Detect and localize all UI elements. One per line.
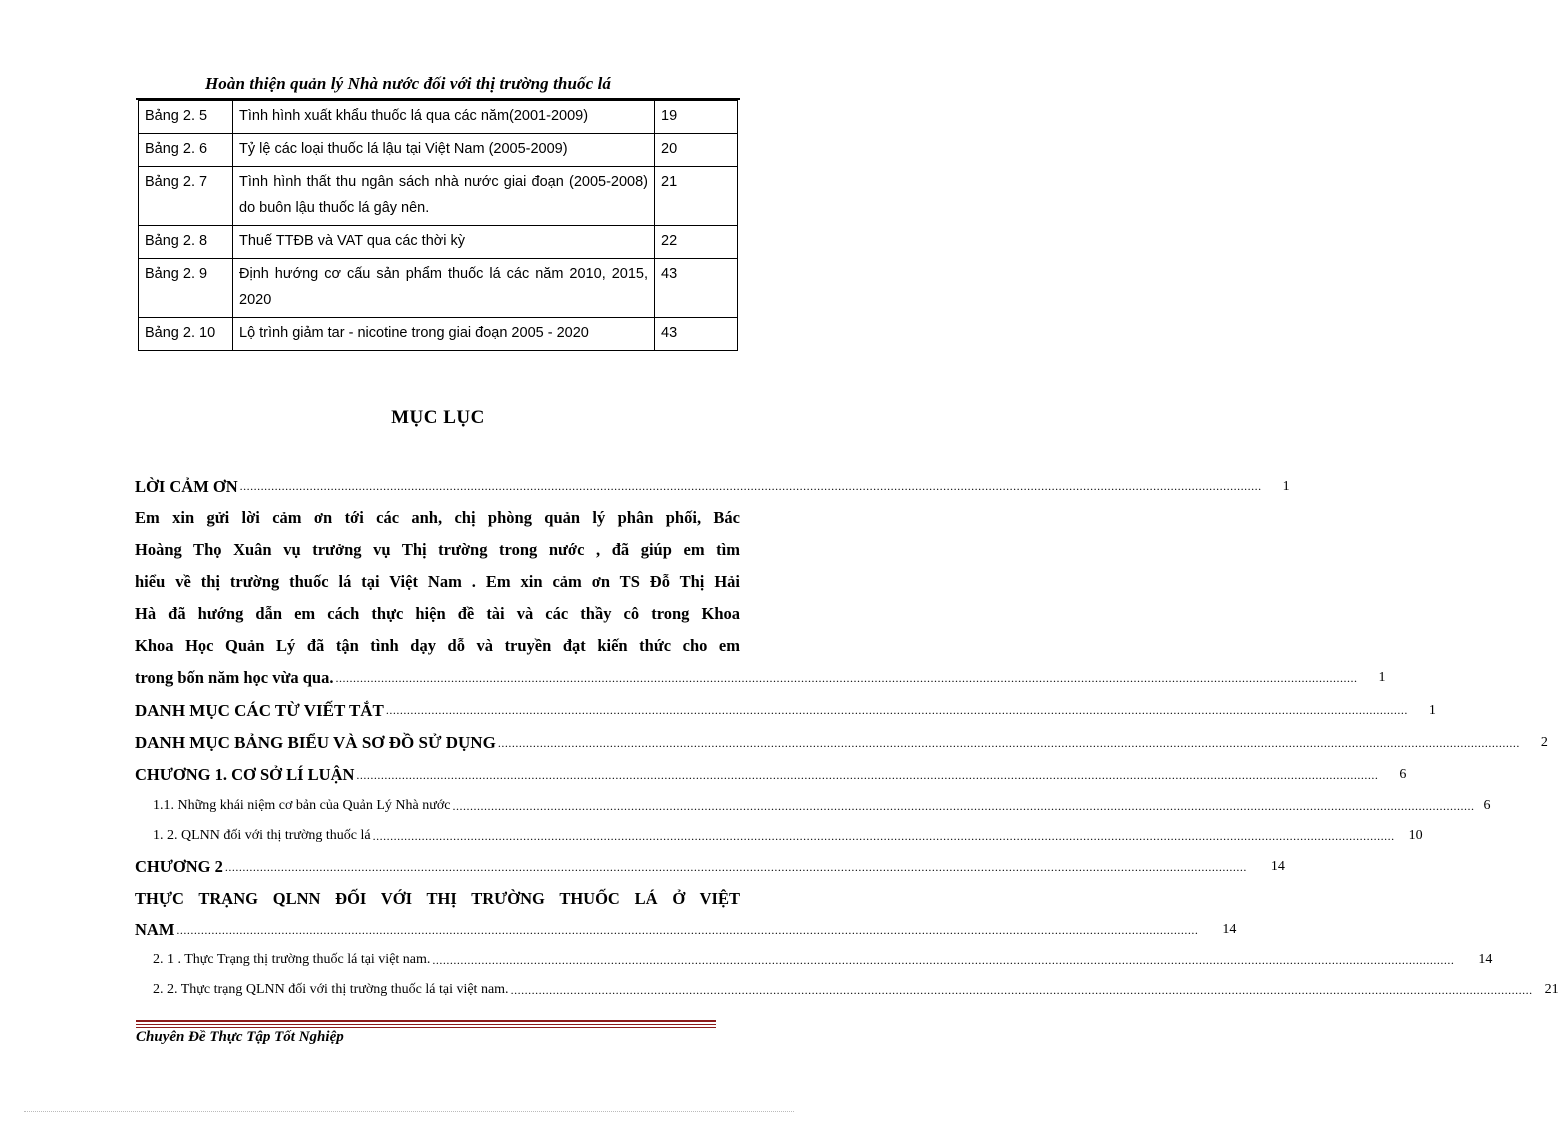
toc-leader-dots: .................................................................................................................................................................................................................................................................................................... bbox=[356, 767, 1379, 782]
table-row bbox=[139, 134, 738, 167]
table-description: Tỷ lệ các loại thuốc lá lậu tại Việt Nam (2005-2009) bbox=[233, 134, 655, 167]
toc-entry-chapter-1[interactable] bbox=[135, 759, 1407, 791]
table-row bbox=[139, 226, 738, 259]
toc-entry-page: 6 bbox=[1399, 767, 1407, 782]
table-row bbox=[139, 259, 738, 318]
toc-leader-dots: .................................................................................................................................................................................................................................................................................................... bbox=[432, 952, 1455, 967]
table-description: Thuế TTĐB và VAT qua các thời kỳ bbox=[233, 226, 655, 259]
toc-entry-page: 1 bbox=[1378, 670, 1386, 685]
table-description: Tình hình thất thu ngân sách nhà nước giai đoạn (2005-2008) do buôn lậu thuốc lá gây nên. bbox=[233, 167, 655, 226]
toc-paragraph-last-line bbox=[135, 662, 1386, 694]
table-label: Bảng 2. 9 bbox=[139, 259, 233, 318]
table-page: 19 bbox=[655, 101, 738, 134]
toc-paragraph-line: Khoa Học Quản Lý đã tận tình dạy dỗ và truyền đạt kiến thức cho em bbox=[135, 636, 740, 655]
toc-entry-page: 10 bbox=[1408, 828, 1423, 843]
page-footer-title: Chuyên Đề Thực Tập Tốt Nghiệp bbox=[136, 1029, 344, 1045]
toc-entry-thanks-paragraph[interactable] bbox=[135, 502, 1386, 694]
toc-leader-dots: .................................................................................................................................................................................................................................................................................................... bbox=[497, 735, 1520, 750]
toc-entry-section-2-2[interactable] bbox=[135, 975, 1559, 1005]
toc-entry-abbreviations[interactable] bbox=[135, 694, 1436, 727]
toc-entry-page: 14 bbox=[1222, 922, 1237, 937]
toc-entry-tables-list[interactable] bbox=[135, 727, 1548, 759]
page-bottom-border bbox=[24, 1111, 794, 1112]
toc-paragraph-line: Em xin gửi lời cảm ơn tới các anh, chị phòng quản lý phân phối, Bác bbox=[135, 508, 740, 527]
toc-entry-text: CHƯƠNG 2 bbox=[135, 857, 223, 876]
toc-entry-acknowledgements[interactable] bbox=[135, 471, 1290, 502]
table-of-contents bbox=[135, 471, 1559, 1005]
table-label: Bảng 2. 6 bbox=[139, 134, 233, 167]
toc-entry-section-2-1[interactable] bbox=[135, 945, 1493, 975]
table-label: Bảng 2. 5 bbox=[139, 101, 233, 134]
toc-entry-text: 2. 2. Thực trạng QLNN đối với thị trường thuốc lá tại việt nam. bbox=[153, 982, 509, 997]
toc-entry-page: 1 bbox=[1428, 702, 1436, 718]
table-row bbox=[139, 101, 738, 134]
toc-entry-text: THỰC TRẠNG QLNN ĐỐI VỚI THỊ TRƯỜNG THUỐC LÁ Ở VIỆT bbox=[135, 889, 740, 908]
toc-entry-text: 2. 1 . Thực Trạng thị trường thuốc lá tại việt nam. bbox=[153, 952, 431, 967]
toc-entry-section-1-2[interactable] bbox=[135, 821, 1423, 851]
toc-leader-dots: .................................................................................................................................................................................................................................................................................................... bbox=[372, 828, 1395, 843]
footer-divider bbox=[136, 1024, 716, 1025]
toc-leader-dots: .................................................................................................................................................................................................................................................................................................... bbox=[510, 982, 1533, 997]
footer-divider bbox=[136, 1027, 716, 1028]
toc-entry-chapter-2[interactable] bbox=[135, 851, 1285, 883]
table-label: Bảng 2. 7 bbox=[139, 167, 233, 226]
toc-paragraph-line: Hoàng Thọ Xuân vụ trưởng vụ Thị trường trong nước , đã giúp em tìm bbox=[135, 540, 740, 559]
toc-leader-dots: .................................................................................................................................................................................................................................................................................................... bbox=[224, 859, 1247, 874]
table-description: Định hướng cơ cấu sản phẩm thuốc lá các năm 2010, 2015, 2020 bbox=[233, 259, 655, 318]
toc-leader-dots: .................................................................................................................................................................................................................................................................................................... bbox=[452, 798, 1475, 813]
table-page: 22 bbox=[655, 226, 738, 259]
toc-entry-text: 1.1. Những khái niệm cơ bản của Quản Lý Nhà nước bbox=[153, 798, 451, 813]
toc-leader-dots: .................................................................................................................................................................................................................................................................................................... bbox=[335, 670, 1358, 685]
table-page: 43 bbox=[655, 318, 738, 351]
toc-entry-page: 6 bbox=[1483, 798, 1491, 813]
table-description: Tình hình xuất khẩu thuốc lá qua các năm(2001-2009) bbox=[233, 101, 655, 134]
table-row bbox=[139, 318, 738, 351]
toc-entry-page: 1 bbox=[1282, 478, 1290, 494]
toc-leader-dots: .................................................................................................................................................................................................................................................................................................... bbox=[176, 922, 1199, 937]
footer-divider bbox=[136, 1020, 716, 1022]
table-page: 43 bbox=[655, 259, 738, 318]
toc-entry-text: 1. 2. QLNN đối với thị trường thuốc lá bbox=[153, 828, 371, 843]
toc-entry-text: DANH MỤC BẢNG BIỂU VÀ SƠ ĐỒ SỬ DỤNG bbox=[135, 733, 496, 752]
table-label: Bảng 2. 10 bbox=[139, 318, 233, 351]
table-row bbox=[139, 167, 738, 226]
toc-entry-line bbox=[135, 915, 1237, 945]
table-description: Lộ trình giảm tar - nicotine trong giai đoạn 2005 - 2020 bbox=[233, 318, 655, 351]
toc-entry-text: LỜI CẢM ƠN bbox=[135, 476, 238, 496]
table-page: 21 bbox=[655, 167, 738, 226]
toc-entry-text: NAM bbox=[135, 920, 175, 939]
page-header-title: Hoàn thiện quản lý Nhà nước đối với thị trường thuốc lá bbox=[204, 74, 612, 93]
toc-entry-page: 21 bbox=[1544, 982, 1559, 997]
toc-entry-text: DANH MỤC CÁC TỪ VIẾT TẮT bbox=[135, 700, 384, 720]
table-label: Bảng 2. 8 bbox=[139, 226, 233, 259]
toc-paragraph-line: Hà đã hướng dẫn em cách thực hiện đề tài và các thầy cô trong Khoa bbox=[135, 604, 740, 623]
toc-entry-chapter-2-title[interactable] bbox=[135, 883, 1237, 945]
table-list bbox=[138, 100, 738, 351]
toc-entry-page: 2 bbox=[1540, 735, 1548, 750]
toc-heading: MỤC LỤC bbox=[391, 407, 485, 428]
toc-leader-dots: .................................................................................................................................................................................................................................................................................................... bbox=[385, 703, 1408, 717]
toc-entry-section-1-1[interactable] bbox=[135, 791, 1491, 821]
table-page: 20 bbox=[655, 134, 738, 167]
toc-paragraph-line: hiểu về thị trường thuốc lá tại Việt Nam . Em xin cảm ơn TS Đỗ Thị Hải bbox=[135, 572, 740, 591]
toc-entry-page: 14 bbox=[1478, 952, 1493, 967]
toc-entry-page: 14 bbox=[1270, 859, 1285, 874]
toc-entry-text: CHƯƠNG 1. CƠ SỞ LÍ LUẬN bbox=[135, 765, 355, 784]
toc-entry-text: trong bốn năm học vừa qua. bbox=[135, 668, 334, 687]
toc-leader-dots: .................................................................................................................................................................................................................................................................................................... bbox=[239, 479, 1262, 493]
